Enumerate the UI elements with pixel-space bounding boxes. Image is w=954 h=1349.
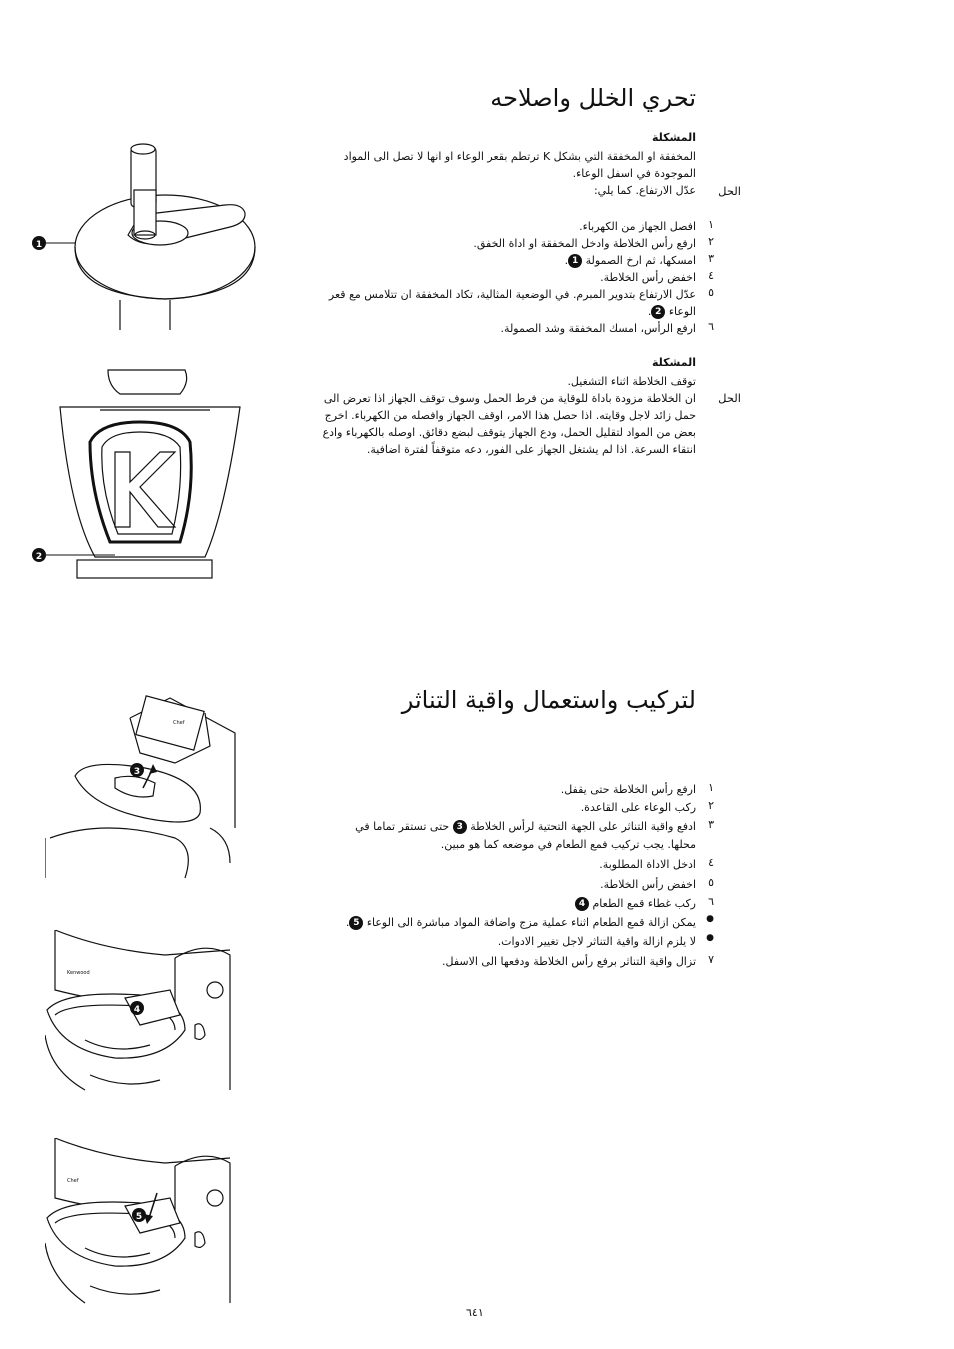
s1-step2-text: ارفع رأس الخلاطة وادخل المخفقة او اداة الخفق. [473, 237, 696, 250]
s1-step3-label: امسكها، ثم ارخ الصمولة [585, 254, 696, 267]
s2-bullet1-text: يمكن ازالة قمع الطعام اثناء عملية مزج واضافة المواد مباشرة الى الوعاء 5. [345, 916, 696, 929]
s2-step5-text: اخفض رأس الخلاطة. [600, 878, 696, 891]
problem1-line-2: الموجودة في اسفل الوعاء. [572, 167, 696, 180]
figure-fit-splash-guard [45, 688, 245, 883]
s2-step7-text: تزال واقية التناثر برفع رأس الخلاطة ودفعها الى الاسفل. [442, 955, 696, 968]
problem2-line: توقف الخلاطة اثناء التشغيل. [567, 375, 696, 388]
s2-bullet1-dot: ● [706, 914, 714, 924]
s1-step3-num: ٣ [708, 252, 714, 265]
s1-step5-cont-label: الوعاء [668, 305, 696, 318]
solution2-line-2: حمل زائد لاجل وقايته. اذا حصل هذا الامر، اوقف الجهاز وافصله من الكهرباء. اخرج [324, 409, 696, 422]
s2-step7-num: ٧ [708, 953, 714, 966]
s1-step5-num: ٥ [708, 286, 714, 299]
callout-4-label: 4 [133, 1005, 141, 1015]
solution2-label: الحل [718, 391, 741, 405]
s1-step6-text: ارفع الرأس، امسك المخفقة وشد الصمولة. [500, 322, 696, 335]
s2-bullet2-text: لا يلزم ازالة واقية التناثر لاجل تغيير الادوات. [497, 935, 696, 948]
problem1-heading: المشكلة [651, 131, 696, 144]
model-label-3: Chef [67, 1178, 79, 1184]
figure-feed-chute-cover [45, 930, 235, 1095]
s2-step3-after: حتى تستقر تماما في [355, 820, 450, 833]
s2-step2-text: ركب الوعاء على القاعدة. [580, 801, 696, 814]
solution1-label: الحل [718, 184, 741, 198]
callout-badge-5: 5 [349, 916, 363, 930]
s2-step1-num: ١ [708, 781, 714, 794]
section2-title: لتركيب واستعمال واقية التناثر [401, 686, 696, 714]
s2-step3-label: ادفع واقية التناثر على الجهة التحتية لرأس الخلاطة [470, 820, 696, 833]
section1-title: تحري الخلل واصلاحه [490, 84, 696, 112]
page-number: ٦٤١ [466, 1306, 484, 1319]
callout-badge-2: 2 [651, 305, 665, 319]
callout-badge-3: 3 [453, 820, 467, 834]
callout-badge-4: 4 [575, 897, 589, 911]
s1-step2-num: ٢ [708, 235, 714, 248]
solution2-line-1: ان الخلاطة مزودة باداة للوقاية من فرط الحمل وسوف توقف الجهاز اذا تعرض الى [323, 392, 696, 405]
s2-bullet1-label: يمكن ازالة قمع الطعام اثناء عملية مزج واضافة المواد مباشرة الى الوعاء [366, 916, 696, 929]
figure-k-beater [20, 362, 260, 587]
s1-step4-text: اخفض رأس الخلاطة. [600, 271, 696, 284]
s1-step5-cont: الوعاء 2. [647, 305, 696, 318]
solution1-intro: عدّل الارتفاع. كما يلي: [593, 184, 696, 197]
s2-step1-text: ارفع رأس الخلاطة حتى يقفل. [560, 783, 696, 796]
solution2-line-3: بعض من المواد لتقليل الحمل، ودع الجهاز يتوقف لبضع دقائق. اوصله بالكهرباء وادع [322, 426, 696, 439]
model-label-1: Chef [173, 720, 185, 726]
problem2-heading: المشكلة [651, 356, 696, 369]
s1-step4-num: ٤ [708, 269, 714, 282]
callout-3-label: 3 [133, 767, 141, 777]
s2-step6-text [575, 895, 696, 912]
s2-step3-cont: محلها. يجب تركيب فمع الطعام في موضعه كما هو مبين. [440, 838, 696, 851]
s2-bullet2-dot: ● [706, 933, 714, 943]
s2-step6-label: ركب غطاء قمع الطعام [592, 897, 696, 910]
callout-badge-1: 1 [568, 254, 582, 268]
callout-2-label: 2 [35, 552, 43, 562]
model-label-2: Kenwood [67, 970, 90, 976]
figure-remove-feed-chute [45, 1138, 235, 1308]
s1-step3-text: امسكها، ثم ارخ الصمولة 1. [564, 254, 696, 267]
s1-step6-num: ٦ [708, 320, 714, 333]
s2-step3-text [355, 818, 696, 835]
callout-5-label: 5 [135, 1212, 143, 1222]
s2-step2-num: ٢ [708, 799, 714, 812]
s1-step1-text: افصل الجهاز من الكهرباء. [579, 220, 696, 233]
callout-1-label: 1 [35, 240, 43, 250]
solution2-line-4: انتقاء السرعة. اذا لم يشتغل الجهاز على الفور، دعه متوقفاً لفترة اضافية. [366, 443, 696, 456]
s2-step3-num: ٣ [708, 818, 714, 831]
s2-step4-text: ادخل الاداة المطلوبة. [599, 858, 696, 871]
problem1-line-1: المخفقة او المخفقة التي بشكل K ترتطم بقعر الوعاء او انها لا تصل الى المواد [343, 150, 696, 163]
s2-step5-num: ٥ [708, 876, 714, 889]
s1-step1-num: ١ [708, 218, 714, 231]
s1-step5-text: عدّل الارتفاع بتدوير المبرم. في الوضعية المثالية، تكاد المخفقة ان تتلامس مع قعر [328, 288, 696, 301]
s2-step4-num: ٤ [708, 856, 714, 869]
s2-step6-num: ٦ [708, 895, 714, 908]
